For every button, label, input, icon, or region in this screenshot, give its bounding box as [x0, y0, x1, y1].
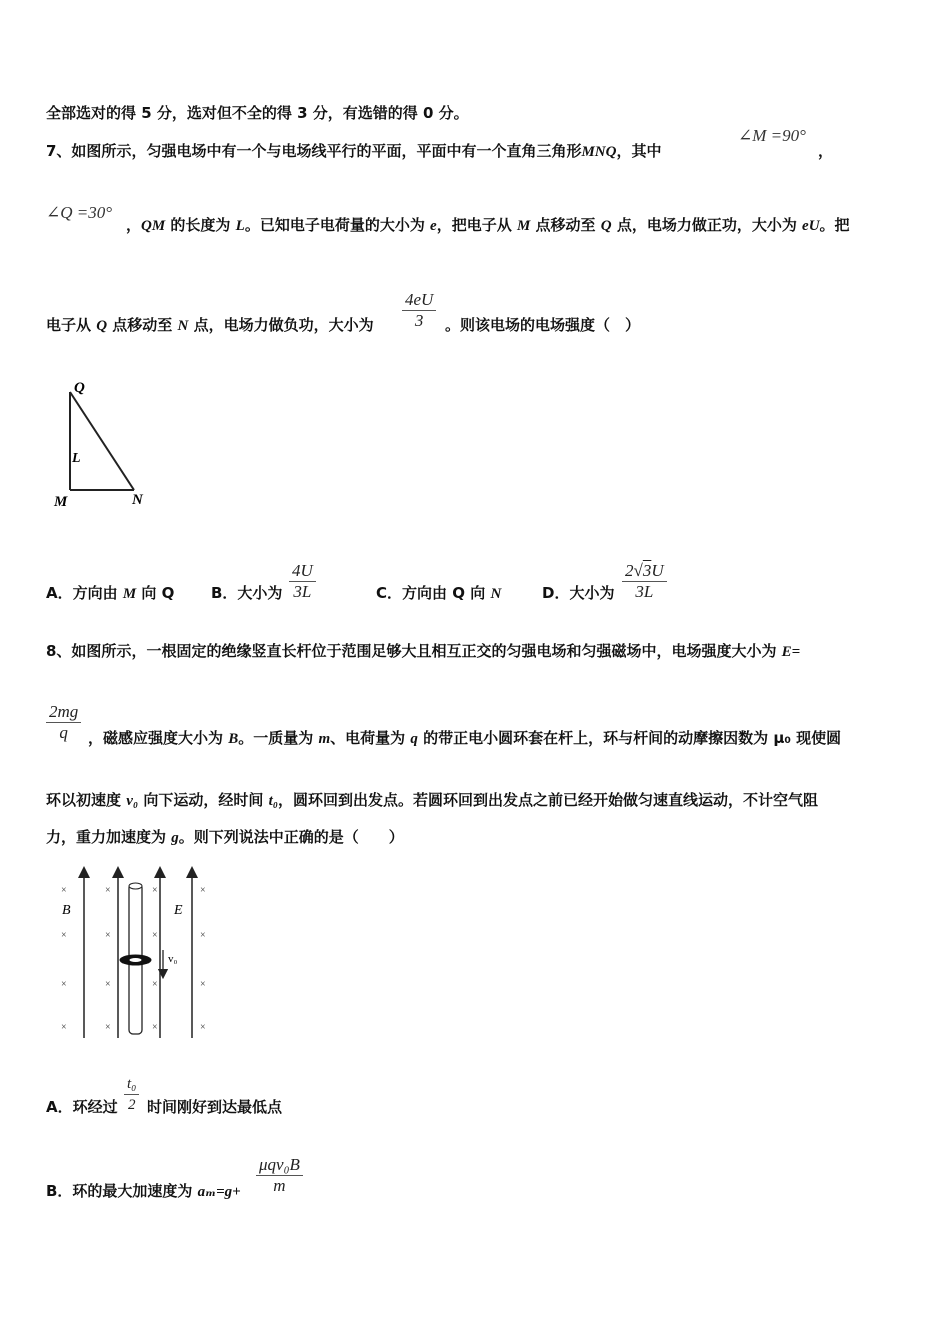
option-point-n: N: [490, 586, 502, 602]
x-mark-icon: ×: [200, 979, 206, 990]
q7-text: 点，电场力做正功，大小为: [611, 216, 803, 234]
q7-comma: ，: [818, 142, 834, 160]
q8-line-4: [46, 827, 404, 848]
q7-text: 。已知电子电荷量的大小为: [244, 216, 431, 234]
option-point-m: M: [122, 586, 137, 602]
x-mark-icon: ×: [61, 1022, 67, 1033]
label-b: B: [62, 903, 71, 918]
q8-field-figure: [50, 862, 220, 1042]
q8-text: ，磁感应强度大小为: [88, 729, 229, 747]
q7-angle-q: ∠Q =30°: [46, 203, 113, 222]
rod-top: [129, 883, 142, 889]
q7-option-b-fraction: [289, 561, 316, 602]
x-mark-icon: ×: [105, 1022, 111, 1033]
q7-angle-m: ∠M =90°: [738, 126, 806, 145]
q7-text: ，: [126, 216, 142, 234]
q8-text: 、电荷量为: [330, 729, 411, 747]
fraction-denominator: 3L: [289, 581, 316, 602]
option-text: B．环的最大加速度为: [46, 1182, 198, 1200]
radicand: 3: [642, 561, 652, 580]
q7-option-c[interactable]: [376, 582, 501, 603]
q8-option-b-fraction: [256, 1155, 303, 1196]
variable: U: [651, 561, 664, 580]
option-text: A．方向由: [46, 584, 123, 602]
option-text: A．环经过: [46, 1098, 118, 1116]
q7-option-d-fraction: [622, 561, 667, 602]
q7-text: 。把: [819, 216, 850, 234]
q8-option-a-tail: 时间刚好到达最低点: [147, 1098, 283, 1116]
coefficient: 2: [625, 561, 634, 580]
option-text: 向 Q: [136, 584, 175, 602]
x-mark-icon: ×: [152, 885, 158, 896]
label-q: Q: [74, 380, 85, 396]
segment-qn: [70, 392, 134, 490]
x-mark-icon: ×: [61, 979, 67, 990]
fraction-numerator: μqv₀B: [259, 1155, 300, 1174]
q8-gravity: g: [171, 830, 179, 846]
q7-point-q: Q: [96, 318, 108, 334]
ring-hole: [130, 958, 142, 962]
q8-e-fraction: [46, 702, 81, 743]
q7-point-n: N: [177, 318, 189, 334]
x-mark-icon: ×: [61, 930, 67, 941]
fraction-numerator: 2mg: [49, 702, 79, 721]
instruction-text: 全部选对的得 5 分，选对但不全的得 3 分，有选错的得 0 分。: [46, 104, 469, 122]
q7-text: 点移动至: [107, 316, 178, 334]
q8-text: 。一质量为: [238, 729, 319, 747]
q7-text: 电子从: [46, 316, 97, 334]
x-mark-icon: ×: [200, 930, 206, 941]
q8-initial-velocity: v₀: [126, 793, 139, 809]
q8-text: 向下运动，经时间: [138, 791, 269, 809]
q8-text: 8、如图所示，一根固定的绝缘竖直长杆位于范围足够大且相互正交的匀强电场和匀强磁场中，电场强度大小为: [46, 642, 782, 660]
option-text: B．大小为: [211, 584, 283, 602]
q8-text: ，圆环回到出发点。若圆环回到出发点之前已经开始做匀速直线运动，不计空气阻: [277, 791, 818, 809]
q8-option-a-fraction: [124, 1074, 139, 1115]
option-formula: aₘ=g+: [197, 1184, 241, 1200]
fraction-denominator: 3: [402, 310, 436, 331]
q7-work-eu: eU: [802, 218, 820, 234]
q7-option-d[interactable]: [542, 582, 614, 603]
q8-text: 力，重力加速度为: [46, 828, 172, 846]
q7-charge-e: e: [430, 218, 437, 234]
option-text: D．大小为: [542, 584, 615, 602]
x-mark-icon: ×: [152, 930, 158, 941]
q7-text: 的长度为: [165, 216, 236, 234]
x-mark-icon: ×: [152, 1022, 158, 1033]
fraction-numerator: 4eU: [405, 290, 434, 309]
instruction-line: [46, 103, 469, 123]
fraction-numerator: 4U: [292, 561, 313, 580]
q7-point-q: Q: [600, 218, 612, 234]
q8-field-b: B: [228, 731, 239, 747]
q7-work-fraction: [402, 290, 436, 331]
q7-line-2: [126, 215, 850, 236]
fraction-numerator: t₀: [127, 1076, 137, 1092]
x-mark-icon: ×: [61, 885, 67, 896]
q7-line-1: [46, 141, 661, 162]
q7-text: 点，电场力做负功，大小为: [188, 316, 374, 334]
q7-triangle-name: MNQ: [581, 144, 617, 160]
fraction-denominator: m: [256, 1175, 303, 1196]
q8-line-3: [46, 790, 818, 811]
q7-text: 7、如图所示，匀强电场中有一个与电场线平行的平面，平面中有一个直角三角形: [46, 142, 582, 160]
q7-text: ，其中: [616, 142, 662, 160]
q8-field-e: E=: [781, 644, 801, 660]
q8-text: 。则下列说法中正确的是（ ）: [178, 828, 404, 846]
fraction-denominator: q: [46, 722, 81, 743]
fraction-denominator: 2: [124, 1094, 139, 1115]
x-mark-icon: ×: [200, 1022, 206, 1033]
sqrt-icon: √: [633, 561, 643, 580]
q8-line-1: [46, 641, 800, 662]
q7-length-l: L: [235, 218, 245, 234]
q8-time: t₀: [268, 793, 278, 809]
q8-text: 环以初速度: [46, 791, 127, 809]
x-mark-icon: ×: [105, 979, 111, 990]
label-l: L: [72, 451, 81, 466]
q7-line-3a: [46, 315, 374, 336]
q7-segment-qm: QM: [141, 218, 166, 234]
fraction-numerator: [622, 561, 667, 581]
q8-text: 的带正电小圆环套在杆上，环与杆间的动摩擦因数为 μ₀ 现使圆: [417, 729, 842, 747]
q8-option-b[interactable]: [46, 1180, 241, 1201]
q7-triangle-figure: [50, 372, 160, 517]
q7-point-m: M: [516, 218, 531, 234]
label-v0: v₀: [168, 953, 178, 965]
x-mark-icon: ×: [105, 885, 111, 896]
q8-mass: m: [318, 731, 331, 747]
label-m: M: [54, 494, 68, 510]
q7-line-3b: 。则该电场的电场强度（ ）: [445, 316, 641, 334]
label-e: E: [174, 903, 183, 918]
q8-charge: q: [410, 731, 418, 747]
x-mark-icon: ×: [105, 930, 111, 941]
x-mark-icon: ×: [152, 979, 158, 990]
q7-text: ，把电子从: [436, 216, 517, 234]
q7-text: 点移动至: [530, 216, 601, 234]
x-mark-icon: ×: [200, 885, 206, 896]
q7-option-a[interactable]: [46, 582, 174, 603]
fraction-denominator: 3L: [622, 581, 667, 602]
q7-option-b[interactable]: [211, 582, 282, 603]
q8-option-a[interactable]: [46, 1096, 118, 1117]
label-n: N: [132, 492, 143, 508]
option-text: C．方向由 Q 向: [376, 584, 491, 602]
q8-line-2: [88, 728, 841, 749]
